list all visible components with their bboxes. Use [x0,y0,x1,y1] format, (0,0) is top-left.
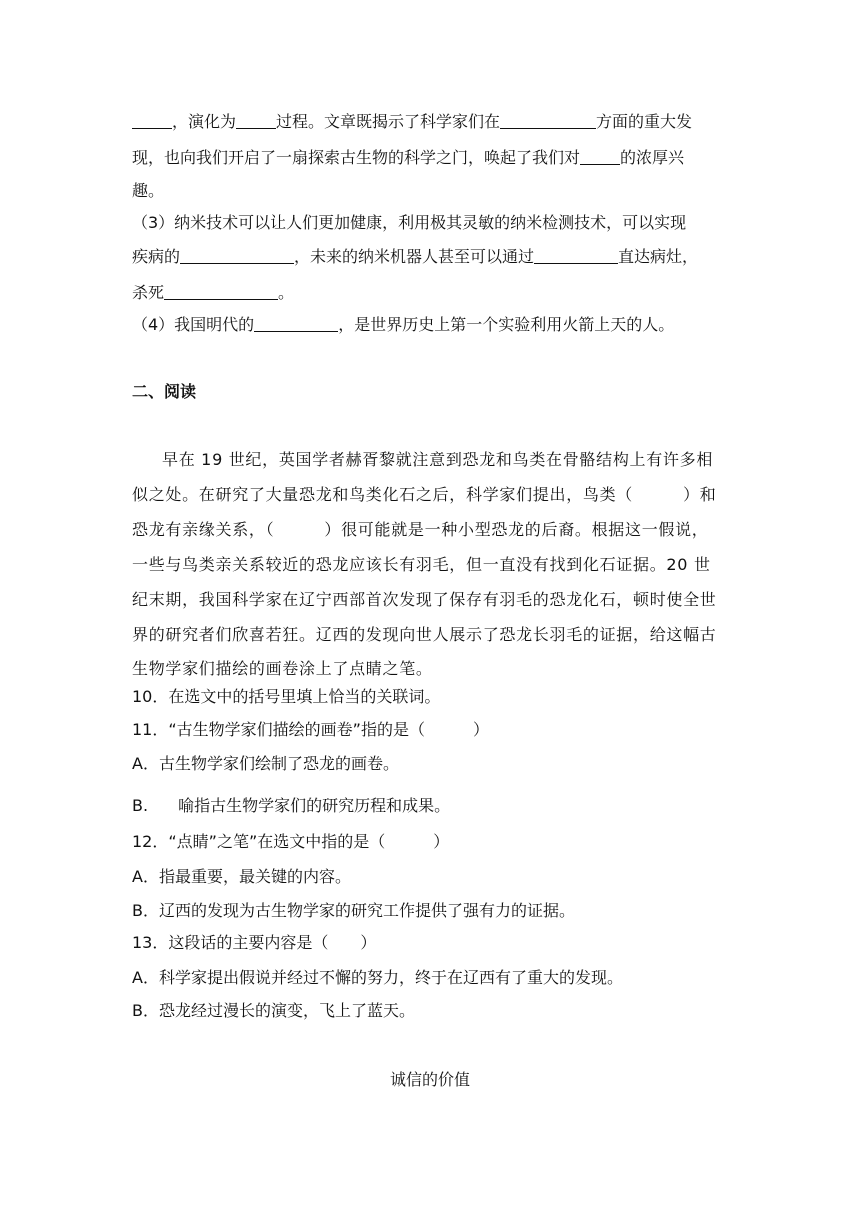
text: 过程。文章既揭示了科学家们在 [276,112,501,131]
passage-line-6: 界的研究者们欣喜若狂。辽西的发现向世人展示了恐龙长羽毛的证据，给这幅古 [132,625,717,644]
passage-line-4: 一些与鸟类亲关系较近的恐龙应该长有羽毛，但一直没有找到化石证据。20 世 [132,555,711,574]
text: 趣。 [132,181,165,200]
q3-line-2 [132,246,698,268]
text: （3）纳米技术可以让人们更加健康，利用极其灵敏的纳米检测技术，可以实现 [132,213,687,232]
option-label: B. [132,796,149,815]
text: ，演化为 [172,112,237,131]
text: 直达病灶， [618,247,699,266]
passage-line-7: 生物学家们描绘的画卷涂上了点睛之笔。 [132,659,433,678]
question-13: 13．这段话的主要内容是（ ） [132,933,377,952]
section-heading: 二、阅读 [132,382,197,401]
option-12-a[interactable]: A．指最重要，最关键的内容。 [132,867,351,886]
answer-blank[interactable] [580,148,620,165]
passage-title: 诚信的价值 [389,1070,470,1089]
answer-blank[interactable] [534,247,618,264]
text: ，未来的纳米机器人甚至可以通过 [294,247,535,266]
q3-line-1 [132,212,686,234]
q3-line-3 [132,282,294,304]
q2-line-1 [132,111,692,133]
text: 方面的重大发 [596,112,693,131]
option-11-a[interactable]: A．古生物学家们绘制了恐龙的画卷。 [132,754,399,773]
question-12: 12．“点睛”之笔”在选文中指的是（ ） [132,832,450,851]
passage-line-2: 似之处。在研究了大量恐龙和鸟类化石之后，科学家们提出，鸟类（ ）和 [132,485,717,504]
text: 杀死 [132,283,165,302]
option-13-b[interactable]: B．恐龙经过漫长的演变，飞上了蓝天。 [132,1001,415,1020]
answer-blank[interactable] [164,283,278,300]
answer-blank[interactable] [500,112,596,129]
q2-line-2 [132,147,684,169]
q2-line-3 [132,180,164,202]
text: 现，也向我们开启了一扇探索古生物的科学之门，唤起了我们对 [132,148,581,167]
answer-blank[interactable] [254,315,338,332]
passage-line-3: 恐龙有亲缘关系，（ ）很可能就是一种小型恐龙的后裔。根据这一假说， [132,520,709,539]
q4-line [132,314,674,336]
answer-blank[interactable] [236,112,276,129]
text: ，是世界历史上第一个实验利用火箭上天的人。 [338,315,675,334]
text: 的浓厚兴 [620,148,685,167]
text: 疾病的 [132,247,181,266]
text: （4）我国明代的 [132,315,255,334]
option-text: 喻指古生物学家们的研究历程和成果。 [178,796,451,815]
passage-line-5: 纪末期，我国科学家在辽宁西部首次发现了保存有羽毛的恐龙化石，顿时使全世 [132,590,717,609]
passage-line-1: 早在 19 世纪，英国学者赫胥黎就注意到恐龙和鸟类在骨骼结构上有许多相 [162,450,714,469]
question-10: 10．在选文中的括号里填上恰当的关联词。 [132,687,441,706]
option-12-b[interactable]: B．辽西的发现为古生物学家的研究工作提供了强有力的证据。 [132,901,575,920]
answer-blank[interactable] [180,247,294,264]
text: 。 [278,283,295,302]
answer-blank[interactable] [132,112,172,129]
question-11: 11．“古生物学家们描绘的画卷”指的是（ ） [132,720,489,739]
option-11-b[interactable] [132,795,450,817]
option-13-a[interactable]: A．科学家提出假说并经过不懈的努力，终于在辽西有了重大的发现。 [132,968,623,987]
